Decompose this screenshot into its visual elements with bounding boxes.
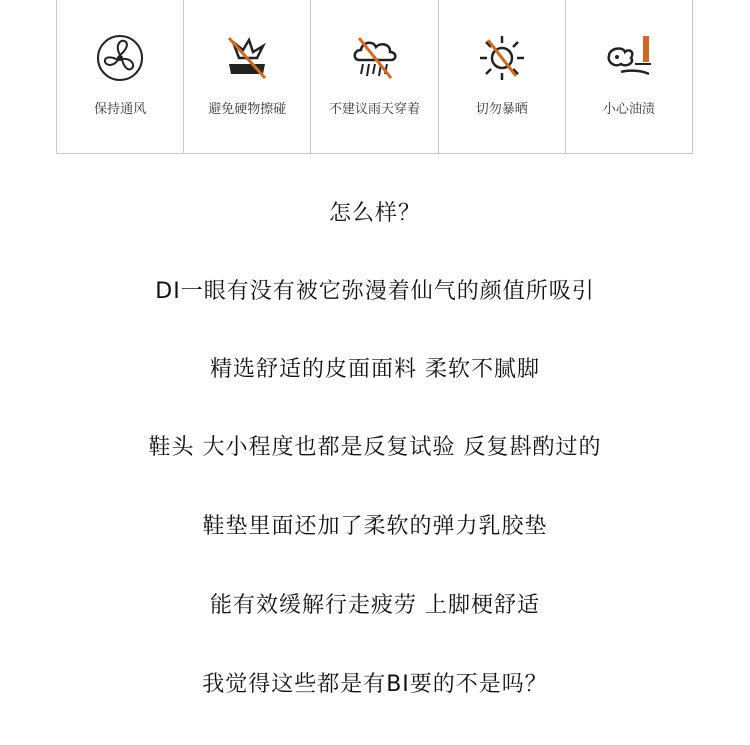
no-rain-icon bbox=[347, 30, 403, 86]
description-line: 鞋垫里面还加了柔软的弹力乳胶垫 bbox=[202, 514, 548, 539]
care-label: 切勿暴晒 bbox=[475, 102, 528, 117]
care-label: 避免硬物擦碰 bbox=[208, 102, 287, 117]
no-scratch-icon bbox=[219, 30, 275, 86]
care-item-oil-stain bbox=[566, 0, 692, 153]
description-line: 怎么样？ bbox=[328, 201, 421, 226]
description-line: 鞋头 大小程度也都是反复试验 反复斟酌过的 bbox=[148, 435, 602, 460]
description-line: 我觉得这些都是有BI要的不是吗？ bbox=[202, 672, 548, 697]
care-item-no-sun bbox=[439, 0, 566, 153]
care-item-no-rain bbox=[311, 0, 438, 153]
care-label: 小心油渍 bbox=[602, 102, 655, 117]
description-line: DI一眼有没有被它弥漫着仙气的颜值所吸引 bbox=[155, 279, 595, 304]
fan-icon bbox=[92, 30, 148, 86]
oil-stain-icon bbox=[601, 30, 657, 86]
care-label: 保持通风 bbox=[94, 102, 147, 117]
care-item-avoid-scratch bbox=[184, 0, 311, 153]
no-sun-icon bbox=[474, 30, 530, 86]
description-line: 精选舒适的皮面面料 柔软不腻脚 bbox=[210, 357, 540, 382]
care-label: 不建议雨天穿着 bbox=[329, 102, 421, 117]
care-instructions bbox=[56, 0, 693, 154]
care-item-ventilation bbox=[57, 0, 184, 153]
description-line: 能有效缓解行走疲劳 上脚梗舒适 bbox=[210, 593, 540, 618]
